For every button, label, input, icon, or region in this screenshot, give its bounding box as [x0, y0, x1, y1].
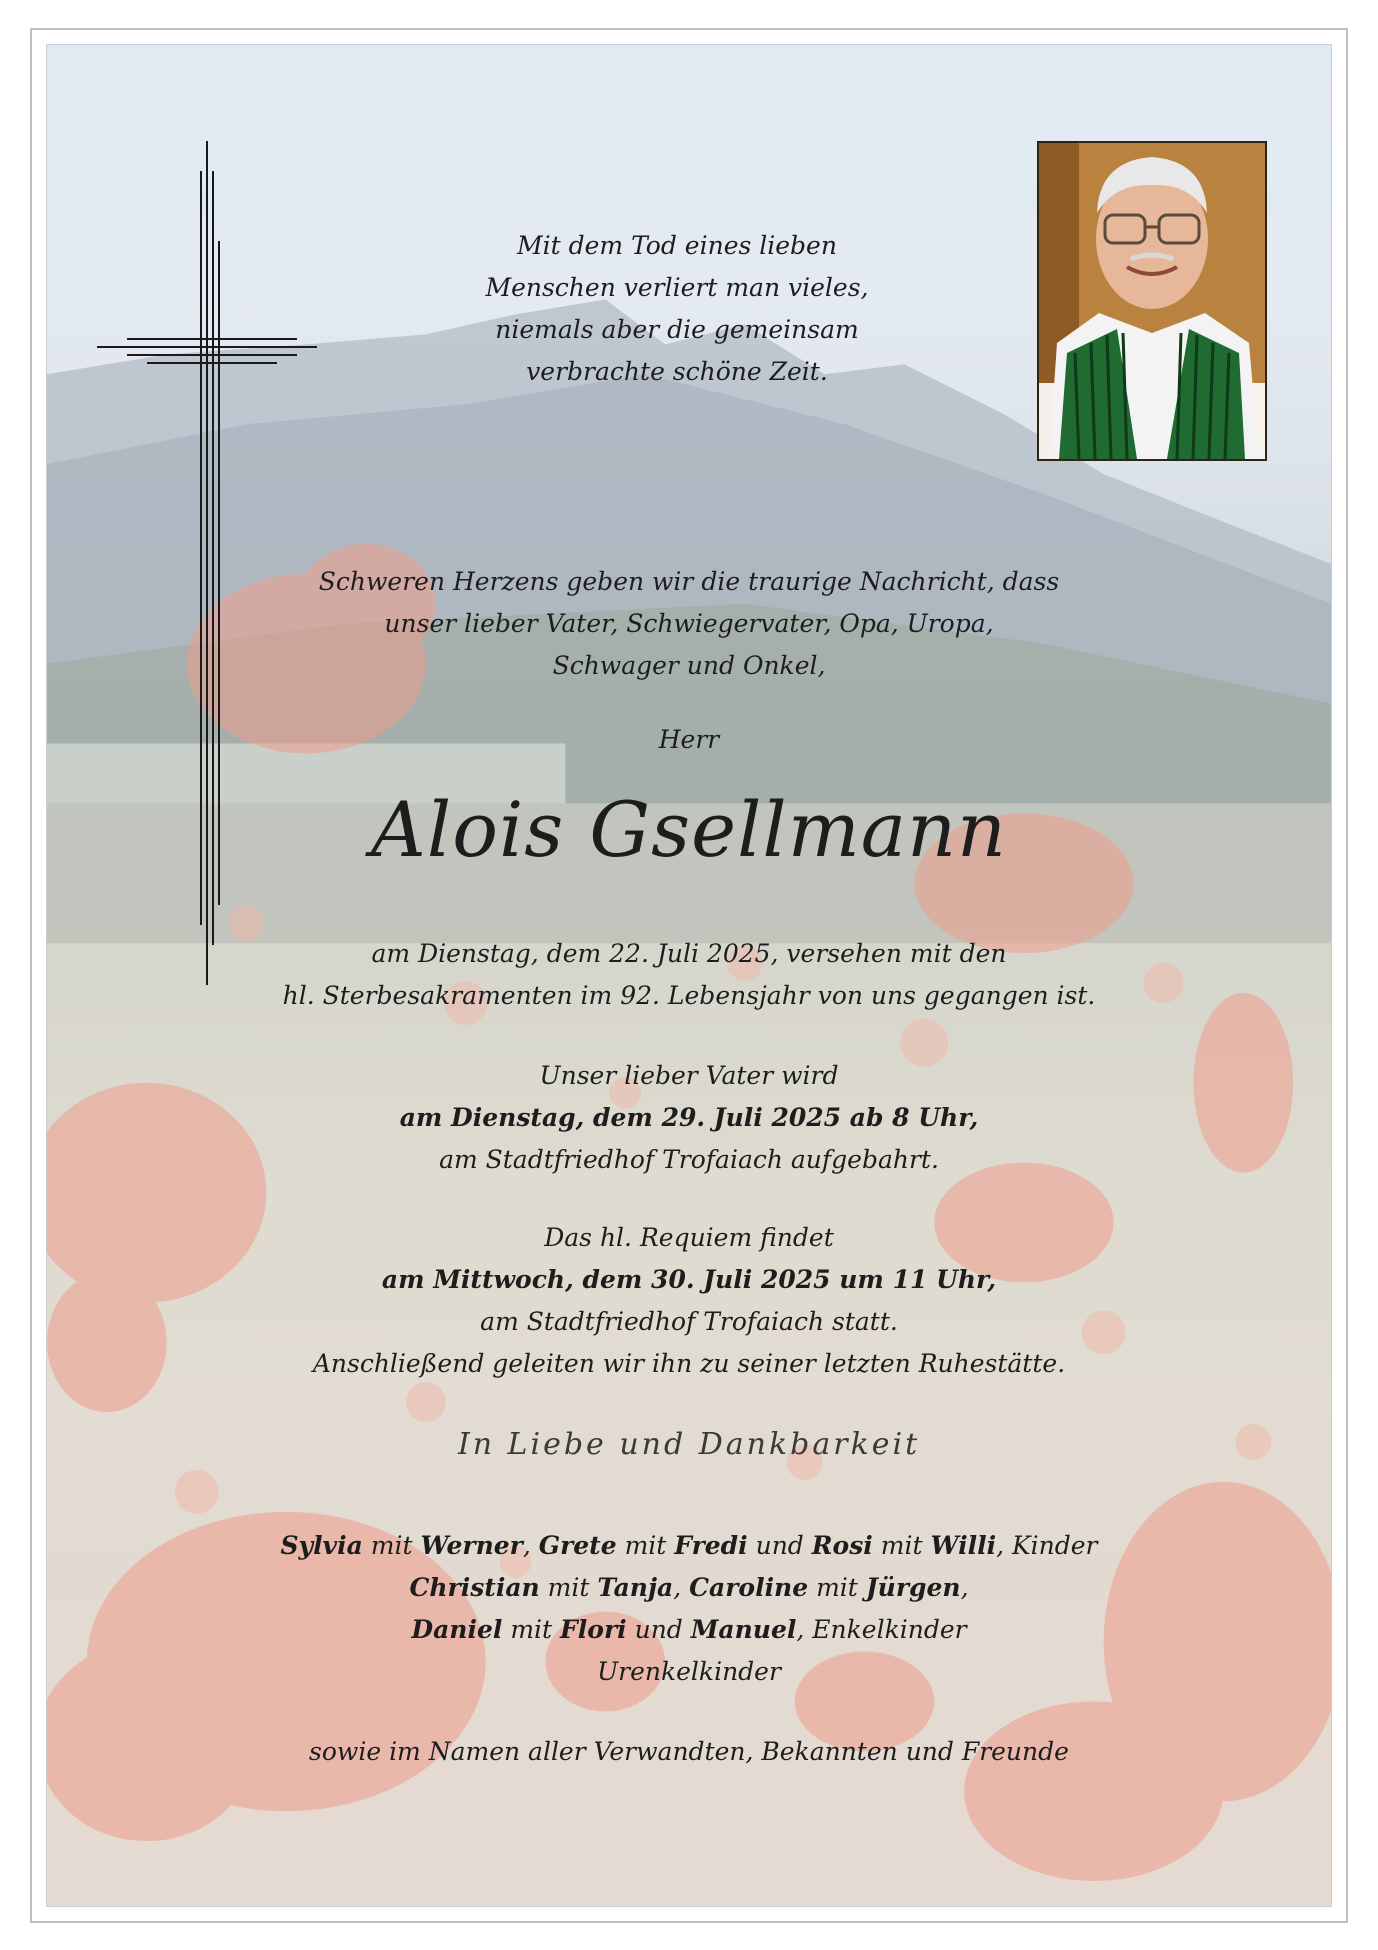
family-row-children: Sylvia mit Werner, Grete mit Fredi und Rosi mit Willi, Kinder	[280, 1531, 1098, 1560]
death-line: hl. Sterbesakramenten im 92. Lebensjahr von uns gegangen ist.	[282, 981, 1096, 1010]
family-member: Jürgen	[865, 1573, 961, 1602]
family-member: Flori	[560, 1615, 627, 1644]
requiem-notice	[47, 1217, 1331, 1385]
family-member: Werner	[420, 1531, 523, 1560]
family-member: Daniel	[411, 1615, 503, 1644]
intro-line: Schwager und Onkel,	[552, 651, 826, 680]
family-row-grandchildren-2: Daniel mit Flori und Manuel, Enkelkinder	[411, 1615, 967, 1644]
family-member: Manuel	[690, 1615, 797, 1644]
announcement-intro	[107, 561, 1271, 687]
family-member: Fredi	[674, 1531, 748, 1560]
intro-line: unser lieber Vater, Schwiegervater, Opa, Uropa,	[384, 609, 994, 638]
family-member: Caroline	[689, 1573, 809, 1602]
death-notice	[47, 933, 1331, 1017]
family-list	[127, 1525, 1251, 1693]
viewing-line: am Stadtfriedhof Trofaiach aufgebahrt.	[439, 1145, 939, 1174]
requiem-line: am Stadtfriedhof Trofaiach statt.	[480, 1307, 898, 1336]
motto-verse	[427, 225, 927, 393]
family-row-grandchildren-1: Christian mit Tanja, Caroline mit Jürgen,	[409, 1573, 969, 1602]
requiem-date: am Mittwoch, dem 30. Juli 2025 um 11 Uhr,	[381, 1265, 997, 1294]
motto-line: Menschen verliert man vieles,	[485, 273, 869, 302]
motto-line: Mit dem Tod eines lieben	[517, 231, 837, 260]
motto-line: verbrachte schöne Zeit.	[526, 357, 828, 386]
requiem-line: Das hl. Requiem findet	[544, 1223, 834, 1252]
deceased-name: Alois Gsellmann	[371, 785, 1007, 874]
viewing-notice	[47, 1055, 1331, 1181]
family-member: Rosi	[811, 1531, 873, 1560]
motto-line: niemals aber die gemeinsam	[495, 315, 859, 344]
family-member: Tanja	[597, 1573, 674, 1602]
family-row-great-grandchildren: Urenkelkinder	[597, 1657, 781, 1686]
family-member: Sylvia	[280, 1531, 363, 1560]
requiem-line: Anschließend geleiten wir ihn zu seiner letzten Ruhestätte.	[312, 1349, 1066, 1378]
family-member: Grete	[538, 1531, 617, 1560]
cross-icon	[47, 45, 447, 1045]
closing-phrase: In Liebe und Dankbarkeit	[457, 1427, 921, 1462]
signoff-line: sowie im Namen aller Verwandten, Bekannten und Freunde	[309, 1737, 1069, 1766]
family-member: Christian	[409, 1573, 540, 1602]
obituary-card	[46, 44, 1332, 1907]
family-member: Willi	[930, 1531, 997, 1560]
viewing-date: am Dienstag, dem 29. Juli 2025 ab 8 Uhr,	[399, 1103, 979, 1132]
portrait-photo	[1037, 141, 1267, 461]
intro-line: Schweren Herzens geben wir die traurige Nachricht, dass	[318, 567, 1060, 596]
death-line: am Dienstag, dem 22. Juli 2025, versehen mit den	[371, 939, 1007, 968]
viewing-line: Unser lieber Vater wird	[539, 1061, 839, 1090]
honorific: Herr	[658, 725, 720, 754]
obituary-sheet	[30, 28, 1348, 1923]
